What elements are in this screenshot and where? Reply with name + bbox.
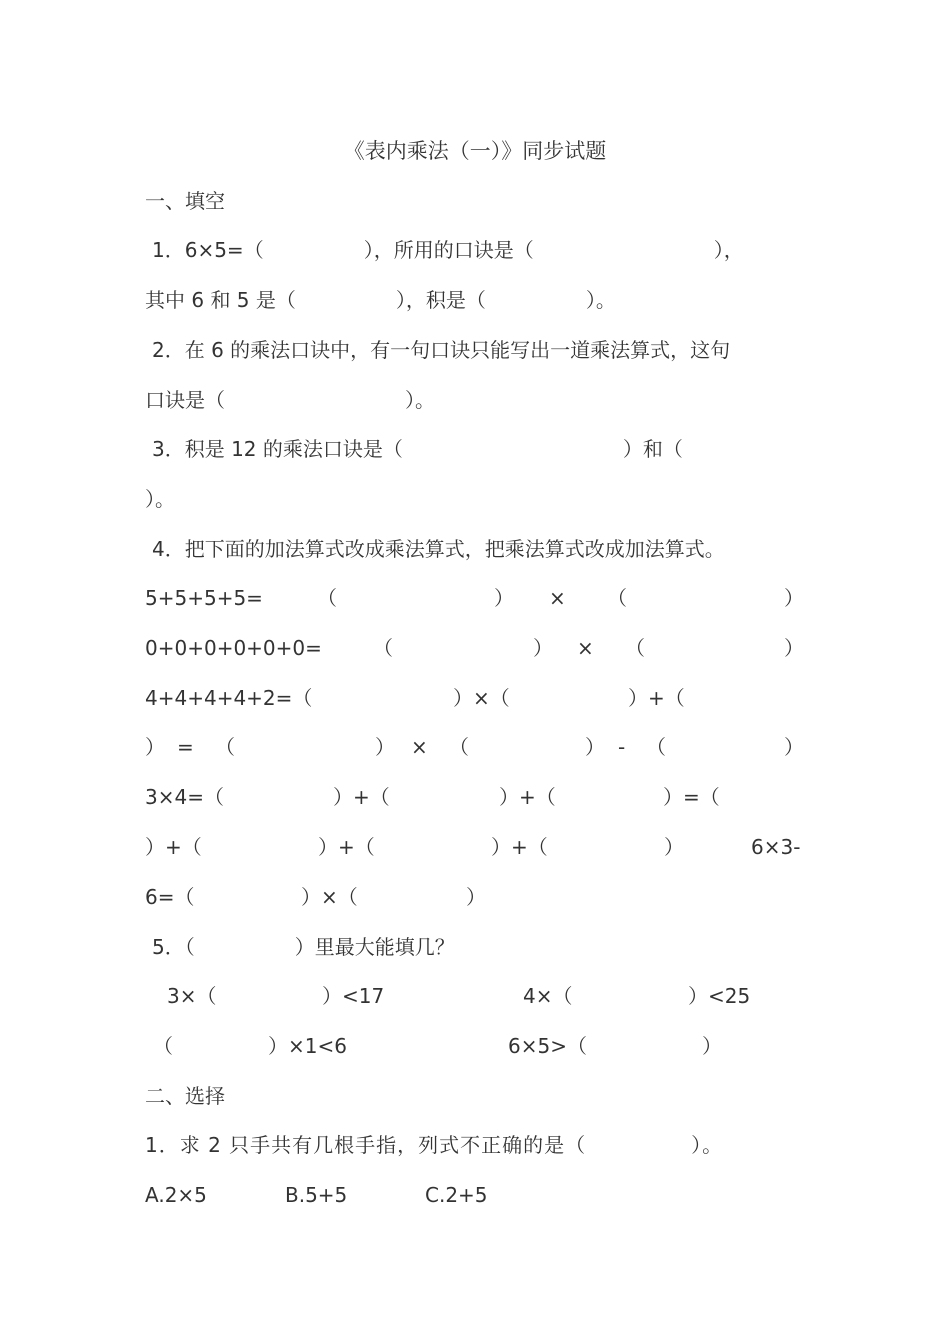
q3-line-1: 3．积是 12 的乘法口诀是（ ）和（	[152, 437, 683, 461]
q4-row-5-part: ）=（	[663, 785, 720, 809]
q2-line-2: 口诀是（ ）。	[145, 388, 435, 412]
q5-item: （	[153, 1034, 173, 1058]
page-title: 《表内乘法（一）》同步试题	[343, 139, 607, 163]
q4-row-4-part: ）	[585, 735, 605, 759]
option-b: B.5+5	[285, 1183, 348, 1207]
q4-row-2-paren: （	[373, 636, 393, 660]
q4-row-3-part: 4+4+4+4+2=（	[145, 686, 313, 710]
q4-row-6-part: ）+（	[318, 835, 375, 859]
q1-line-1: 1．6×5=（ ），所用的口诀是（ ），	[152, 238, 744, 262]
q5-item: 6×5>（	[508, 1034, 587, 1058]
q4-row-4-part: ）	[375, 735, 395, 759]
q4-row-1-expr: 5+5+5+5=	[145, 586, 263, 610]
q4-row-4-part: （	[646, 735, 666, 759]
q4-row-4-minus: -	[618, 735, 626, 759]
q4-row-1-times: ×	[549, 586, 566, 610]
section-1-heading: 一、填空	[145, 189, 225, 213]
q4-row-1-paren: ）	[784, 586, 804, 610]
q4-intro: 4．把下面的加法算式改成乘法算式，把乘法算式改成加法算式。	[152, 537, 725, 561]
option-a: A.2×5	[145, 1183, 207, 1207]
q4-row-1-paren: ）	[494, 586, 514, 610]
q4-row-7-part: 6=（	[145, 885, 195, 909]
q5-item: ）<25	[688, 984, 751, 1008]
q4-row-7-part: ）	[466, 885, 486, 909]
q4-row-2-expr: 0+0+0+0+0+0=	[145, 636, 322, 660]
q4-row-7-part: ）×（	[301, 885, 358, 909]
q4-row-2-paren: ）	[533, 636, 553, 660]
q5-item: ）×1<6	[268, 1034, 347, 1058]
q4-row-2-paren: ）	[784, 636, 804, 660]
q4-row-5-part: ）+（	[333, 785, 390, 809]
section-2-heading: 二、选择	[145, 1084, 225, 1108]
q5-line-1: 5．（ ）里最大能填几？	[152, 935, 455, 959]
q5-item: 3×（	[167, 984, 217, 1008]
q4-row-4-part: （	[449, 735, 469, 759]
q4-row-4-part: ）	[784, 735, 804, 759]
q4-row-3-part: ）+（	[628, 686, 685, 710]
q4-row-5-part: 3×4=（	[145, 785, 224, 809]
s2-q1-line-1: 1．求 2 只手共有几根手指，列式不正确的是（ ）。	[145, 1133, 724, 1157]
q4-row-4-part: ）	[145, 735, 165, 759]
q4-row-5-part: ）+（	[499, 785, 556, 809]
q4-row-6-part: 6×3-	[751, 835, 801, 859]
q4-row-6-part: ）+（	[491, 835, 548, 859]
q4-row-4-part: （	[215, 735, 235, 759]
q4-row-2-paren: （	[625, 636, 645, 660]
q5-item: 4×（	[523, 984, 573, 1008]
q4-row-4-times: ×	[411, 735, 428, 759]
q4-row-3-part: ）×（	[453, 686, 510, 710]
q1-line-2: 其中 6 和 5 是（ ），积是（ ）。	[145, 288, 616, 312]
q3-line-2: ）。	[145, 487, 175, 511]
q4-row-4-equals: =	[177, 735, 194, 759]
q4-row-2-times: ×	[577, 636, 594, 660]
q4-row-1-paren: （	[317, 586, 337, 610]
q4-row-6-part: ）	[664, 835, 684, 859]
q5-item: ）	[702, 1034, 722, 1058]
q4-row-1-paren: （	[607, 586, 627, 610]
q2-line-1: 2．在 6 的乘法口诀中，有一句口诀只能写出一道乘法算式，这句	[152, 338, 731, 362]
q4-row-6-part: ）+（	[145, 835, 202, 859]
option-c: C.2+5	[425, 1183, 488, 1207]
q5-item: ）<17	[322, 984, 385, 1008]
